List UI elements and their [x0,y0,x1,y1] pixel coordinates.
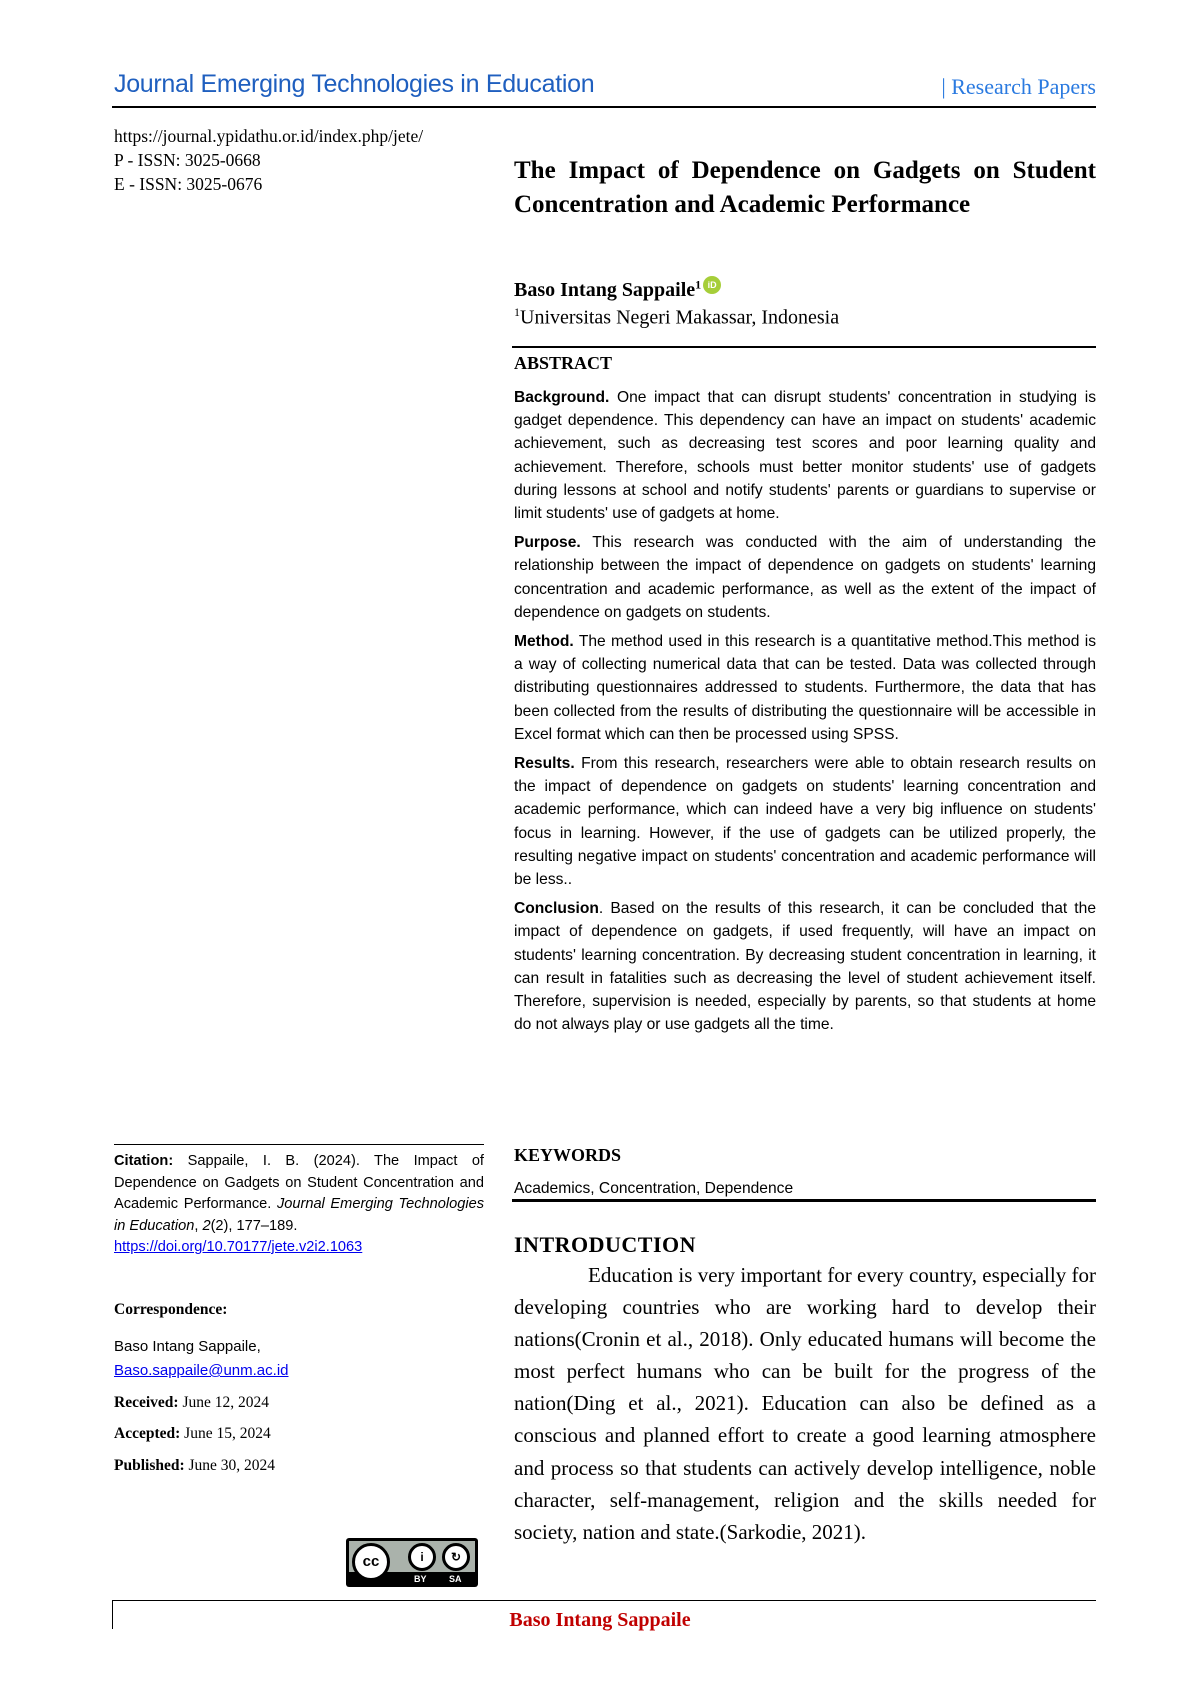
published-value: June 30, 2024 [184,1457,276,1474]
keywords-text: Academics, Concentration, Dependence [514,1180,794,1197]
journal-url[interactable]: https://journal.ypidathu.or.id/index.php/jete/ [114,126,424,146]
keywords-heading: KEYWORDS [514,1145,622,1165]
citation-volume: 2 [202,1217,211,1234]
method-label: Method. [514,633,574,651]
citation-pages: (2), 177–189. [210,1217,298,1234]
abstract-body [514,386,1096,1042]
correspondence-block [114,1335,289,1383]
citation-block [114,1151,484,1259]
article-title: The Impact of Dependence on Gadgets on Student Concentration and Academic Performance [514,157,1096,218]
p-issn: P - ISSN: 3025-0668 [114,150,261,170]
abstract-heading: ABSTRACT [514,353,613,373]
abstract-method [514,630,1096,746]
correspondence-name: Baso Intang Sappaile, [114,1338,261,1355]
doi-link[interactable]: https://doi.org/10.70177/jete.v2i2.1063 [114,1239,363,1255]
author-sup: 1 [695,277,702,292]
footer-rule [112,1600,1096,1601]
accepted-date [114,1425,271,1443]
header-rule [112,106,1096,108]
abstract-purpose [514,531,1096,624]
introduction-text: Education is very important for every country, especially for developing countries who are working hard to develop their nations(Cronin et al., 2018). Only educated humans will become the most perfect humans who can be built for the progress of the nation(Ding et al., 2021). Education can also be defined as a conscious and planned effort to create a good learning atmosphere and process so that students can actively develop intelligence, noble character, self-management, religion and the skills needed for society, nation and state.(Sarkodie, 2021). [514,1263,1096,1544]
citation-volume-sep: , [194,1217,203,1234]
affiliation-text: Universitas Negeri Makassar, Indonesia [520,306,840,329]
keywords-rule [512,1199,1096,1202]
background-label: Background. [514,389,610,406]
author-name: Baso Intang Sappaile [514,279,696,301]
e-issn: E - ISSN: 3025-0676 [114,174,263,194]
citation-text: Sappaile, I. B. (2024). The Impact of Dependence on Gadgets on Student Concentration and Academic Performance. [114,1153,484,1212]
published-label: Published: [114,1457,185,1474]
method-text: The method used in this research is a quantitative method.This method is a way of collecting numerical data that can be tested. Data was collected through distributing questionnaires addressed to students. Furthermore, the data that has been collected from the results of distributing the questionnaire will be accessible in Excel format which can then be processed using SPSS. [514,633,1096,743]
published-date [114,1457,275,1475]
journal-name: Journal Emerging Technologies in Education [114,70,595,98]
section-label: | Research Papers [941,74,1096,99]
citation-label: Citation: [114,1153,174,1169]
received-value: June 12, 2024 [178,1394,269,1411]
conclusion-text: . Based on the results of this research, it can be concluded that the impact of dependence on gadgets, if used frequently, will have an impact on students' learning concentration. By decreasing student concentration in learning, it can result in fatalities such as decreasing the level of student achievement itself. Therefore, supervision is needed, especially by parents, so that students at home do not always play or use gadgets all the time. [514,900,1096,1034]
affiliation-sup: 1 [514,305,520,319]
purpose-label: Purpose. [514,534,581,552]
citation-rule [114,1144,484,1145]
results-text: From this research, researchers were able to obtain research results on the impact of dependence on gadgets on students' learning concentration and academic performance, which can indeed have a very big influence on students' focus in learning. However, if the use of gadgets can be utilized properly, the resulting negative impact on students' concentration and academic performance will be less.. [514,755,1096,889]
accepted-label: Accepted: [114,1425,181,1442]
affiliation [514,305,839,330]
conclusion-label: Conclusion [514,900,599,918]
background-text: One impact that can disrupt students' concentration in studying is gadget dependence. This dependency can have an impact on students' academic achievement, such as decreasing test scores and poor learning quality and achievement. Therefore, schools must better monitor students' use of gadgets during lessons at school and notify students' parents or guardians to supervise or limit students' use of gadgets at home. [514,389,1096,523]
accepted-value: June 15, 2024 [180,1425,271,1442]
correspondence-heading: Correspondence: [114,1301,228,1318]
introduction-heading: INTRODUCTION [514,1232,697,1257]
share-alike-icon: ↻ [442,1543,470,1571]
received-date [114,1394,269,1412]
purpose-text: This research was conducted with the aim of understanding the relationship between the impact of dependence on gadgets on students' learning concentration and academic performance, as well as the extent of the impact of dependence on gadgets on students. [514,534,1096,621]
cc-by-sa-license-badge[interactable] [346,1538,478,1587]
by-label: BY [414,1574,427,1584]
received-label: Received: [114,1394,179,1411]
abstract-conclusion [514,897,1096,1036]
abstract-results [514,752,1096,891]
correspondence-email-link[interactable]: Baso.sappaile@unm.ac.id [114,1362,289,1379]
citation-journal: Journal Emerging Technologies in Education [114,1196,484,1234]
author-line [514,276,721,302]
by-attribution-icon: i [408,1543,436,1571]
cc-icon: cc [352,1543,390,1581]
results-label: Results. [514,755,575,773]
journal-meta [114,124,423,196]
footer-author: Baso Intang Sappaile [509,1609,691,1631]
sa-label: SA [449,1574,462,1584]
abstract-background [514,386,1096,525]
abstract-rule [512,346,1096,348]
orcid-icon[interactable]: iD [703,276,721,294]
